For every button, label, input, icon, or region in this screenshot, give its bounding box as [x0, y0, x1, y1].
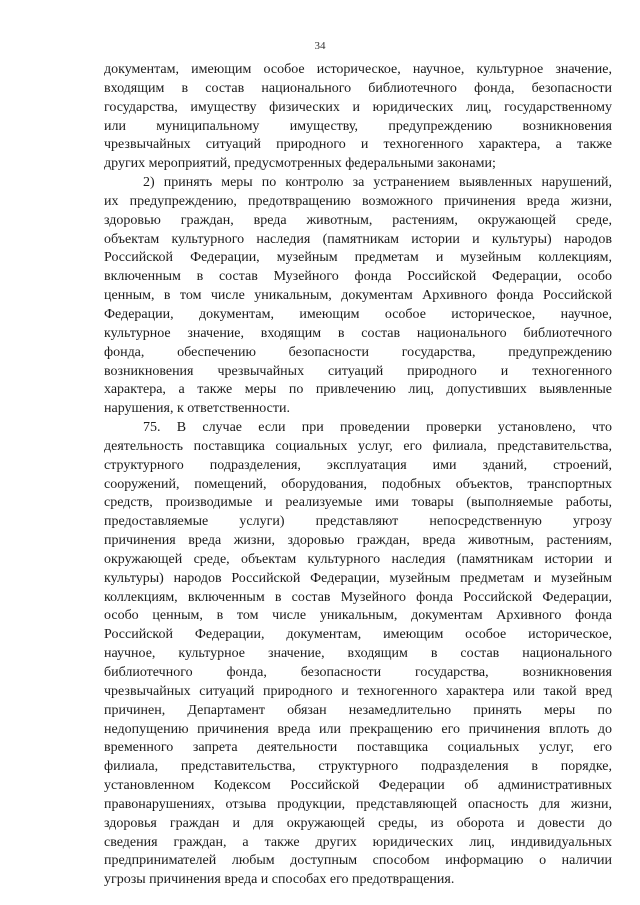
text-line: их предупреждению, предотвращению возможного причинения вреда жизни,	[104, 193, 612, 209]
text-line: чрезвычайных ситуаций природного и техногенного характера или такой вред	[104, 683, 612, 699]
text-line: филиала, представительства, структурного подразделения в порядке,	[104, 759, 612, 775]
paragraph-3	[104, 419, 612, 890]
text-line: особо ценным, в том числе уникальным, документам Архивного фонда	[104, 608, 612, 624]
text-line: других мероприятий, предусмотренных федеральными законами;	[104, 156, 496, 172]
text-line: причинен, Департамент обязан незамедлительно принять меры по	[104, 702, 612, 718]
text-line: здоровья граждан и для окружающей среды, из оборота и довести до	[104, 815, 612, 831]
text-line: Российской Федерации, документам, имеющим особое историческое,	[104, 627, 612, 643]
text-line: структурного подразделения, эксплуатация ими зданий, строений,	[104, 457, 612, 473]
page-number: 34	[314, 40, 326, 52]
document-body	[104, 61, 612, 890]
text-line: угрозы причинения вреда и способах его предотвращения.	[104, 872, 455, 888]
text-line: Федерации, документам, имеющим особое историческое, научное,	[104, 306, 612, 322]
text-line: или муниципальному имуществу, предупреждению возникновения	[104, 118, 612, 134]
text-line: культуры) народов Российской Федерации, музейным предметам и музейным	[104, 570, 612, 586]
text-line: средств, производимые и реализуемые ими товары (выполняемые работы,	[104, 495, 612, 511]
text-line: сооружений, помещений, оборудования, подобных объектов, транспортных	[104, 476, 612, 492]
text-line: Российской Федерации, музейным предметам и музейным коллекциям,	[104, 250, 612, 266]
paragraph-1	[104, 61, 612, 174]
text-line: характера, а также меры по привлечению лиц, допустивших выявленные	[104, 382, 612, 398]
text-line: установленном Кодексом Российской Федерации об административных	[104, 778, 612, 794]
text-line: причинения вреда жизни, здоровью граждан, вреда животным, растениям,	[104, 533, 612, 549]
text-line: здоровью граждан, вреда животным, растениям, окружающей среде,	[104, 212, 612, 228]
text-line: научное, культурное значение, входящим в состав национального	[104, 646, 612, 662]
text-line: деятельность поставщика социальных услуг, его филиала, представительства,	[104, 438, 612, 454]
text-line: нарушения, к ответственности.	[104, 401, 290, 417]
text-line: правонарушениях, отзыва продукции, представляющей опасность для жизни,	[104, 796, 612, 812]
text-line: возникновения чрезвычайных ситуаций природного и техногенного	[104, 363, 612, 379]
paragraph-2	[104, 174, 612, 419]
text-line: объектам культурного наследия (памятникам истории и культуры) народов	[104, 231, 612, 247]
text-line: коллекциям, включенным в состав Музейного фонда Российской Федерации,	[104, 589, 612, 605]
text-line: входящим в состав национального библиотечного фонда, безопасности	[104, 80, 612, 96]
text-line: чрезвычайных ситуаций природного и техногенного характера, а также	[104, 137, 612, 153]
text-line: библиотечного фонда, безопасности государства, возникновения	[104, 665, 612, 680]
text-line: ценным, в том числе уникальным, документам Архивного фонда Российской	[104, 288, 612, 304]
text-line: государства, имуществу физических и юридических лиц, государственному	[104, 99, 612, 115]
text-line: предпринимателей любым доступным способом информацию о наличии	[104, 853, 612, 869]
text-line: фонда, обеспечению безопасности государства, предупреждению	[104, 344, 612, 360]
text-line: недопущению причинения вреда или прекращению его причинения вплоть до	[104, 721, 612, 737]
text-line: предоставляемые услуги) представляют непосредственную угрозу	[104, 514, 612, 530]
text-line: окружающей среде, объектам культурного наследия (памятникам истории и	[104, 551, 612, 567]
text-line: 2) принять меры по контролю за устранением выявленных нарушений,	[143, 175, 612, 191]
text-line: документам, имеющим особое историческое, научное, культурное значение,	[104, 62, 612, 77]
text-line: сведения граждан, а также других юридических лиц, индивидуальных	[104, 834, 612, 850]
text-line: культурное значение, входящим в состав национального библиотечного	[104, 325, 612, 341]
text-line: 75. В случае если при проведении проверки установлено, что	[143, 420, 612, 436]
text-line: временного запрета деятельности поставщика социальных услуг, его	[104, 740, 612, 756]
text-line: включенным в состав Музейного фонда Российской Федерации, особо	[104, 269, 612, 285]
